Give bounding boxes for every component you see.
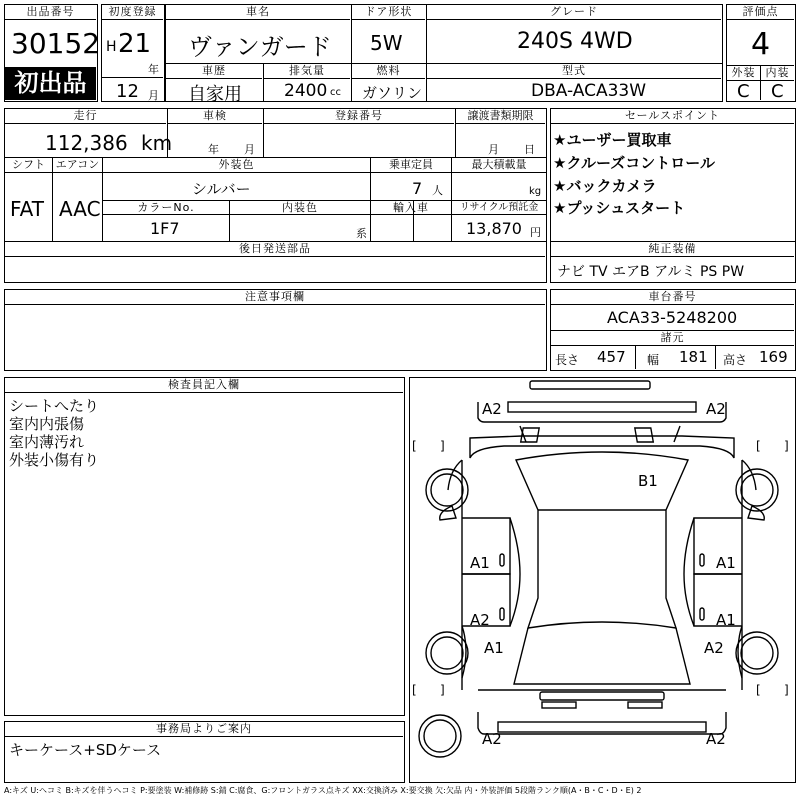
mark-right-front-door: A1	[716, 554, 736, 572]
length-value: 457	[597, 348, 626, 366]
capacity-value: 7	[412, 179, 423, 198]
notes-cell	[4, 289, 547, 371]
chassis-title: 車台番号	[648, 290, 697, 303]
inspection-cell	[167, 108, 264, 158]
exterior-label: 外装	[731, 66, 756, 79]
bracket-left-bottom: [	[412, 683, 417, 697]
later-parts-label: 後日発送部品	[239, 242, 311, 255]
car-diagram-panel	[409, 377, 796, 783]
grade-value: 240S 4WD	[517, 29, 633, 54]
mileage-cell	[4, 108, 173, 158]
displacement-unit: cc	[330, 87, 341, 98]
inspection-label: 車検	[203, 109, 227, 122]
interior-value: C	[771, 81, 784, 102]
height-value: 169	[759, 348, 788, 366]
bracket-right-bottom: [	[756, 683, 761, 697]
recycle-value: 13,870	[466, 219, 522, 238]
fuel-label: 燃料	[376, 64, 401, 77]
ext-color-label: 外装色	[218, 158, 255, 171]
inspector-title: 検査員記入欄	[168, 378, 240, 391]
mark-right-rear-fender: A2	[704, 639, 724, 657]
chassis-value: ACA33-5248200	[607, 308, 738, 327]
shift-value: FAT	[10, 197, 45, 221]
bracket-right-top: [	[756, 439, 761, 453]
era-letter: H	[106, 39, 117, 55]
inspector-note: 室内薄汚れ	[9, 433, 85, 451]
recycle-label: リサイクル預託金	[459, 202, 539, 213]
year-value: 21	[118, 29, 152, 59]
mark-left-rear-door: A2	[470, 611, 490, 629]
car-name: ヴァンガード	[188, 33, 332, 61]
displacement-cell	[263, 63, 352, 102]
width-value: 181	[679, 348, 708, 366]
inspector-note: シートへたり	[9, 397, 100, 415]
max-load-label: 最大積載量	[471, 158, 527, 171]
ext-color-value: シルバー	[192, 180, 251, 198]
plate-label: 登録番号	[335, 109, 383, 122]
width-label: 幅	[647, 353, 660, 367]
transfer-day-unit: 日	[524, 143, 535, 156]
sales-points-cell	[550, 108, 796, 242]
mileage-label: 走行	[73, 109, 98, 122]
equipment-title: 純正装備	[648, 242, 697, 255]
displacement-value: 2400	[284, 81, 328, 101]
month-unit: 月	[148, 89, 159, 102]
bracket-right-bottom-close: ]	[784, 683, 789, 697]
recycle-unit: 円	[530, 226, 541, 239]
inspection-year-unit: 年	[208, 143, 219, 156]
displacement-label: 排気量	[289, 64, 325, 77]
ac-value: AAC	[59, 197, 101, 221]
door-cell	[351, 4, 427, 64]
history-cell	[165, 63, 264, 105]
lot-number: 30152	[11, 27, 101, 60]
ac-label: エアコン	[55, 158, 100, 171]
door-value: 5W	[370, 31, 403, 55]
notes-title: 注意事項欄	[245, 290, 305, 303]
mileage-unit: km	[141, 131, 173, 155]
mark-roof: B1	[638, 472, 658, 490]
inspector-note: 外装小傷有り	[9, 451, 100, 469]
car-name-cell	[165, 4, 352, 64]
fuel-cell	[351, 63, 427, 102]
transfer-label: 譲渡書類期限	[467, 109, 534, 122]
office-cell	[4, 721, 405, 783]
grade-cell	[426, 4, 723, 64]
inspection-month-unit: 月	[244, 143, 255, 156]
month-value: 12	[116, 81, 139, 102]
mark-rear-left: A2	[482, 730, 502, 748]
model-label: 型式	[562, 64, 586, 77]
height-label: 高さ	[723, 353, 748, 367]
history-label: 車歴	[202, 64, 226, 77]
first-registration-cell	[101, 4, 165, 102]
max-load-unit: kg	[529, 186, 542, 197]
sales-point-item: ★ユーザー買取車	[553, 131, 672, 149]
import-label: 輸入車	[393, 201, 429, 214]
grade-label: グレード	[550, 5, 598, 18]
mark-front-right: A2	[706, 400, 726, 418]
model-value: DBA-ACA33W	[531, 81, 647, 101]
color-no-value: 1F7	[150, 219, 180, 238]
length-label: 長さ	[555, 353, 580, 367]
shift-label: シフト	[12, 158, 45, 171]
int-color-label: 内装色	[282, 201, 318, 214]
dims-title: 諸元	[660, 331, 685, 344]
door-label: ドア形状	[364, 5, 413, 18]
equipment-value: ナビ TV エアB アルミ PS PW	[557, 264, 745, 280]
car-name-label: 車名	[246, 5, 270, 18]
mark-left-rear-fender: A1	[484, 639, 504, 657]
score-label: 評価点	[742, 5, 779, 18]
chassis-cell	[550, 289, 796, 371]
interior-label: 内装	[765, 66, 790, 79]
office-title: 事務局よりご案内	[156, 722, 252, 735]
transfer-month-unit: 月	[488, 143, 499, 156]
sales-points-title: セールスポイント	[624, 109, 720, 122]
int-color-unit: 系	[356, 227, 367, 240]
later-parts-cell	[4, 241, 547, 283]
mileage-value: 112,386	[45, 131, 128, 155]
first-listing-badge: 初出品	[5, 67, 96, 100]
year-unit: 年	[148, 63, 159, 76]
capacity-label: 乗車定員	[389, 158, 433, 171]
mark-left-front-door: A1	[470, 554, 490, 572]
score-cell	[726, 4, 796, 102]
equipment-cell	[550, 241, 796, 283]
bracket-left-bottom-close: ]	[440, 683, 445, 697]
history-value: 自家用	[188, 84, 242, 105]
mark-right-rear-door: A1	[716, 611, 736, 629]
mark-rear-right: A2	[706, 730, 726, 748]
plate-cell	[263, 108, 456, 158]
car-diagram	[410, 378, 795, 782]
sales-point-item: ★バックカメラ	[553, 177, 657, 195]
model-cell	[426, 63, 723, 102]
exterior-value: C	[737, 81, 750, 102]
score-value: 4	[751, 27, 771, 62]
fuel-value: ガソリン	[362, 84, 423, 102]
lot-cell	[4, 4, 101, 102]
lot-label: 出品番号	[26, 5, 75, 18]
sales-point-item: ★プッシュスタート	[553, 199, 686, 217]
capacity-unit: 人	[432, 184, 443, 197]
bracket-left-top-close: ]	[440, 439, 445, 453]
bracket-left-top: [	[412, 439, 417, 453]
inspector-note: 室内内張傷	[9, 415, 85, 433]
mark-front-left: A2	[482, 400, 502, 418]
sales-point-item: ★クルーズコントロール	[553, 154, 715, 172]
office-text: キーケース+SDケース	[9, 741, 162, 759]
bracket-right-top-close: ]	[784, 439, 789, 453]
first-reg-label: 初度登録	[108, 5, 157, 18]
inspector-cell	[4, 377, 405, 716]
legend: A:キズ U:ヘコミ B:キズを伴うヘコミ P:要塗装 W:補修跡 S:錆 C:腐食、G:フロントガラス点キズ XX:交換済み X:要交換 欠:欠品 内・外装評価 5段階ランク順(A・B・C・D・E) 2	[4, 786, 642, 795]
color-no-label: カラーNo.	[137, 201, 195, 214]
transfer-cell	[455, 108, 547, 158]
